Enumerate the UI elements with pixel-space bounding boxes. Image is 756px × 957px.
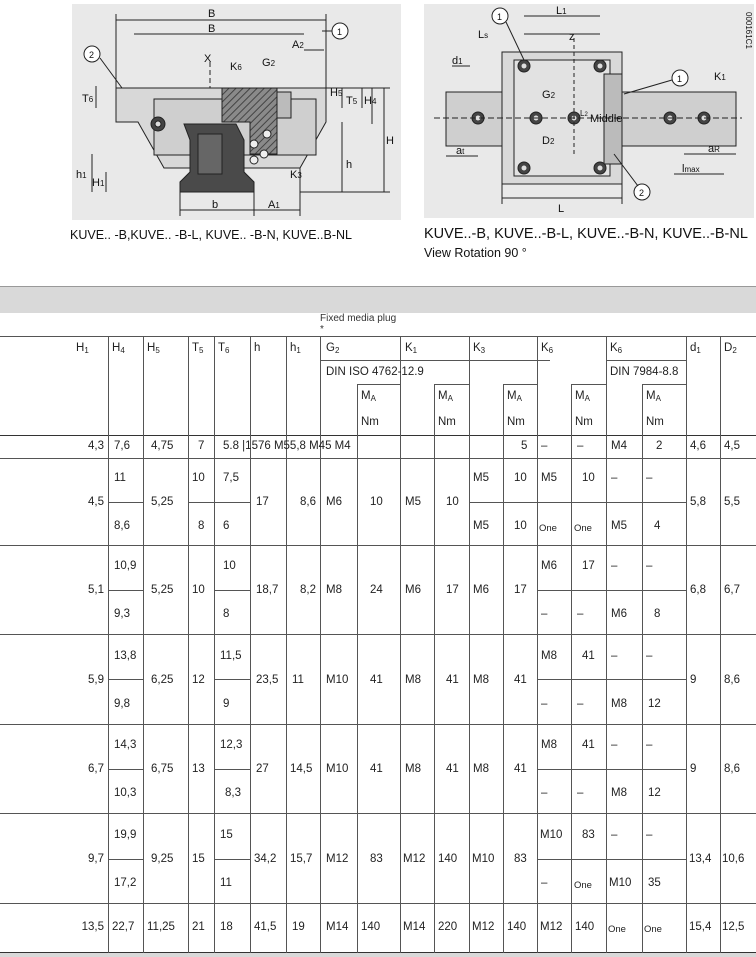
callout-2: 2 — [89, 50, 95, 60]
r3-T6a: 10 — [223, 560, 236, 572]
dim-T6: T6 — [82, 93, 94, 105]
hdr-H4: $H_4$ — [112, 342, 125, 355]
hdr-ma-2: $M_A$ — [438, 390, 453, 403]
dim-L2: L2 — [580, 109, 588, 118]
r4-T6a: 11,5 — [220, 650, 242, 662]
r5-K6a: M8 — [541, 739, 557, 751]
dim-A2: A2 — [292, 39, 304, 51]
r6-K1: M12 — [403, 853, 426, 865]
r5-h: 27 — [256, 763, 269, 775]
r3-K6ba: – — [611, 560, 618, 572]
callout-2-right: 2 — [639, 188, 645, 198]
r2-K1MA: 10 — [446, 496, 459, 508]
cross-section-svg — [72, 4, 401, 220]
r5-K3: M8 — [473, 763, 489, 775]
dim-K3: K3 — [290, 169, 302, 181]
r4-D2: 8,6 — [724, 674, 740, 686]
r7-K1MA: 220 — [438, 921, 458, 933]
r1-K3MA: 5 — [521, 440, 528, 452]
r6-H4b: 17,2 — [114, 877, 137, 889]
r2-T5a: 10 — [192, 472, 205, 484]
dim-H1: H1 — [92, 177, 105, 189]
r4-K6MAa: 41 — [582, 650, 595, 662]
r3-h: 18,7 — [256, 584, 279, 596]
dim-h: h — [346, 159, 353, 171]
r1-K6MA: – — [577, 440, 584, 452]
r2-T6a: 7,5 — [223, 472, 239, 484]
r3-T6b: 8 — [223, 608, 230, 620]
hdr-nm-2: Nm — [438, 416, 456, 428]
hdr-ma-1: $M_A$ — [361, 390, 376, 403]
r2-K6MAb: One — [574, 523, 592, 534]
r2-K3MAb: 10 — [514, 520, 527, 532]
r6-K1MA: 140 — [438, 853, 458, 865]
r6-K3: M10 — [472, 853, 495, 865]
r7-D2: 12,5 — [722, 921, 745, 933]
dim-Ls: Ls — [478, 29, 489, 41]
r5-K6MAb: – — [577, 787, 584, 799]
hdr-d1: $d_1$ — [690, 342, 701, 355]
r3-d1: 6,8 — [690, 584, 706, 596]
r5-K3MA: 41 — [514, 763, 527, 775]
r4-h: 23,5 — [256, 674, 279, 686]
callout-1: 1 — [337, 27, 343, 37]
dim-B: B — [208, 8, 216, 20]
r2-K6MAa: 10 — [582, 472, 595, 484]
r6-T6b: 11 — [220, 877, 232, 889]
r6-K6bMAb: 35 — [648, 877, 661, 889]
r3-K6a: M6 — [541, 560, 557, 572]
r4-d1: 9 — [690, 674, 697, 686]
r5-H4b: 10,3 — [114, 787, 137, 799]
r6-K3MA: 83 — [514, 853, 527, 865]
dim-B1: B — [208, 23, 216, 35]
hdr-K1: $K_1$ — [405, 342, 418, 355]
hdr-H5: $H_5$ — [147, 342, 160, 355]
r4-K6bMAa: – — [646, 650, 653, 662]
r1-H4: 7,6 — [114, 440, 130, 452]
r7-K6MA: 140 — [575, 921, 595, 933]
r2-K6bMAa: – — [646, 472, 653, 484]
r1-K6bMA: 2 — [656, 440, 663, 452]
r3-G2: M8 — [326, 584, 342, 596]
r5-K6b: – — [541, 787, 548, 799]
r1-H1: 4,3 — [88, 440, 104, 452]
hdr-nm-4: Nm — [575, 416, 593, 428]
r2-h1: 8,6 — [300, 496, 316, 508]
r5-G2MA: 41 — [370, 763, 383, 775]
r4-h1: 11 — [292, 674, 304, 686]
r5-T5: 13 — [192, 763, 205, 775]
hdr-K6a: $K_6$ — [541, 342, 554, 355]
r3-T5: 10 — [192, 584, 205, 596]
hdr-nm-3: Nm — [507, 416, 525, 428]
callout-1-right-b: 1 — [677, 74, 683, 84]
r7-H5: 11,25 — [147, 921, 175, 933]
r4-K6b: – — [541, 698, 548, 710]
fixed-media-note: Fixed media plug * — [320, 313, 397, 335]
r1-K6: – — [541, 440, 548, 452]
r3-K3: M6 — [473, 584, 489, 596]
dim-H5: H5 — [330, 87, 343, 99]
r3-D2: 6,7 — [724, 584, 740, 596]
r4-H5: 6,25 — [151, 674, 174, 686]
r3-h1: 8,2 — [300, 584, 316, 596]
r6-H5: 9,25 — [151, 853, 174, 865]
r4-K6ba: – — [611, 650, 618, 662]
r2-D2: 5,5 — [724, 496, 740, 508]
dim-d1: d1 — [452, 55, 463, 67]
hdr-ma-5: $M_A$ — [646, 390, 661, 403]
r6-D2: 10,6 — [722, 853, 745, 865]
r3-K6b: – — [541, 608, 548, 620]
r5-K6bMAb: 12 — [648, 787, 661, 799]
r7-K3: M12 — [472, 921, 495, 933]
r5-K1MA: 41 — [446, 763, 459, 775]
hdr-ma-4: $M_A$ — [575, 390, 590, 403]
r2-T5b: 8 — [198, 520, 205, 532]
r4-K6bb: M8 — [611, 698, 627, 710]
hdr-K6b: $K_6$ — [610, 342, 623, 355]
cross-section-drawing — [72, 4, 401, 220]
r2-G2MA: 10 — [370, 496, 383, 508]
hdr-din2: DIN 7984-8.8 — [610, 366, 679, 378]
r2-K3a: M5 — [473, 472, 489, 484]
r4-G2: M10 — [326, 674, 349, 686]
r4-K6bMAb: 12 — [648, 698, 661, 710]
r7-T5: 21 — [192, 921, 205, 933]
r7-K6b: One — [608, 924, 626, 935]
middle-label: Middle — [590, 113, 623, 125]
r7-K1: M14 — [403, 921, 426, 933]
hdr-G2: $G_2$ — [326, 342, 340, 355]
r2-K6ba: – — [611, 472, 618, 484]
r4-K1: M8 — [405, 674, 421, 686]
r7-G2: M14 — [326, 921, 349, 933]
r2-d1: 5,8 — [690, 496, 706, 508]
r4-K6a: M8 — [541, 650, 557, 662]
r3-K6bMAb: 8 — [654, 608, 661, 620]
dim-H4: H4 — [364, 95, 377, 107]
r3-H4b: 9,3 — [114, 608, 130, 620]
r7-K6: M12 — [540, 921, 563, 933]
left-caption: KUVE.. -B,KUVE.. -B-L, KUVE.. -B-N, KUVE..B-NL — [70, 228, 353, 242]
r5-D2: 8,6 — [724, 763, 740, 775]
r5-H4a: 14,3 — [114, 739, 137, 751]
r6-G2MA: 83 — [370, 853, 383, 865]
r6-K6ba: – — [611, 829, 618, 841]
r2-H5: 5,25 — [151, 496, 174, 508]
r1-d1: 4,6 — [690, 440, 706, 452]
dim-G2: G2 — [262, 57, 276, 69]
hdr-nm-5: Nm — [646, 416, 664, 428]
r6-h1: 15,7 — [290, 853, 313, 865]
dim-L1: L1 — [556, 5, 567, 17]
drawing-code: 000161C1 — [744, 12, 753, 49]
r2-K3MAa: 10 — [514, 472, 527, 484]
dim-T5: T5 — [346, 95, 358, 107]
r1-rest: 5.8 |1576 M55,8 M45 M4 — [223, 440, 351, 452]
r5-G2: M10 — [326, 763, 349, 775]
r7-H1: 13,5 — [81, 921, 104, 933]
r2-K6a: M5 — [541, 472, 557, 484]
r2-K6bb: M5 — [611, 520, 627, 532]
r3-H4a: 10,9 — [114, 560, 137, 572]
r6-d1: 13,4 — [689, 853, 712, 865]
r7-G2MA: 140 — [361, 921, 381, 933]
r2-T6b: 6 — [223, 520, 230, 532]
r4-H4b: 9,8 — [114, 698, 130, 710]
r2-G2: M6 — [326, 496, 342, 508]
dimension-table — [0, 314, 756, 954]
bottom-band — [0, 953, 756, 957]
dim-D2: D2 — [542, 135, 555, 147]
r7-h1: 19 — [292, 921, 305, 933]
table-band — [0, 286, 756, 313]
hdr-K3: $K_3$ — [473, 342, 486, 355]
r3-K6bMAa: – — [646, 560, 653, 572]
r2-K6b: One — [539, 523, 557, 534]
dim-H: H — [386, 135, 394, 147]
r6-T6a: 15 — [220, 829, 233, 841]
r1-K6b: M4 — [611, 440, 627, 452]
dim-h1: h1 — [76, 169, 87, 181]
r7-H4: 22,7 — [112, 921, 135, 933]
hdr-D2: $D_2$ — [724, 342, 737, 355]
r4-K6MAb: – — [577, 698, 584, 710]
r5-K6ba: – — [611, 739, 618, 751]
r3-K1: M6 — [405, 584, 421, 596]
top-view-drawing — [424, 4, 754, 218]
r4-G2MA: 41 — [370, 674, 383, 686]
r4-T6b: 9 — [223, 698, 230, 710]
hdr-ma-3: $M_A$ — [507, 390, 522, 403]
r2-K6bMAb: 4 — [654, 520, 661, 532]
r2-K3b: M5 — [473, 520, 489, 532]
r2-h: 17 — [256, 496, 269, 508]
r5-h1: 14,5 — [290, 763, 313, 775]
r6-G2: M12 — [326, 853, 349, 865]
r6-K6MAb: One — [574, 880, 592, 891]
dim-G2-right: G2 — [542, 89, 556, 101]
callout-1-right-a: 1 — [497, 12, 503, 22]
r3-G2MA: 24 — [370, 584, 383, 596]
r6-K6bMAa: – — [646, 829, 653, 841]
dim-X: X — [204, 53, 212, 65]
r2-H4b: 8,6 — [114, 520, 130, 532]
r6-H1: 9,7 — [88, 853, 104, 865]
right-subcaption: View Rotation 90 ° — [424, 246, 527, 260]
dim-L: L — [558, 203, 565, 215]
r4-H4a: 13,8 — [114, 650, 137, 662]
r7-d1: 15,4 — [689, 921, 712, 933]
r6-K6a: M10 — [540, 829, 563, 841]
r4-K3: M8 — [473, 674, 489, 686]
hdr-T6: $T_6$ — [218, 342, 230, 355]
r2-K1: M5 — [405, 496, 421, 508]
r4-T5: 12 — [192, 674, 205, 686]
r1-H5: 4,75 — [151, 440, 174, 452]
hdr-din1: DIN ISO 4762-12.9 — [326, 366, 424, 378]
dim-at: at — [456, 145, 465, 157]
dim-K6: K6 — [230, 61, 242, 73]
right-caption: KUVE..-B, KUVE..-B-L, KUVE..-B-N, KUVE..-B-NL — [424, 226, 748, 242]
r1-T5: 7 — [198, 440, 205, 452]
r4-K1MA: 41 — [446, 674, 459, 686]
dim-lmax: lmax — [682, 163, 700, 175]
dim-z: z — [569, 31, 575, 43]
r4-H1: 5,9 — [88, 674, 104, 686]
r3-K6MAa: 17 — [582, 560, 595, 572]
r5-H5: 6,75 — [151, 763, 174, 775]
r5-T6b: 8,3 — [225, 787, 241, 799]
dim-aR: aR — [708, 143, 720, 155]
r5-d1: 9 — [690, 763, 697, 775]
r5-K1: M8 — [405, 763, 421, 775]
hdr-nm-1: Nm — [361, 416, 379, 428]
r7-h: 41,5 — [254, 921, 277, 933]
hdr-h: h — [254, 342, 261, 354]
r5-K6bb: M8 — [611, 787, 627, 799]
r2-H4a: 11 — [114, 472, 126, 484]
r7-K3MA: 140 — [507, 921, 527, 933]
r3-K3MA: 17 — [514, 584, 527, 596]
dim-A1: A1 — [268, 199, 280, 211]
r6-h: 34,2 — [254, 853, 277, 865]
hdr-H1: $H_1$ — [76, 342, 89, 355]
r7-T6: 18 — [220, 921, 233, 933]
r5-T6a: 12,3 — [220, 739, 243, 751]
r5-K6bMAa: – — [646, 739, 653, 751]
r3-K6MAb: – — [577, 608, 584, 620]
r3-H1: 5,1 — [88, 584, 104, 596]
dim-K1: K1 — [714, 71, 726, 83]
hdr-h1: $h_1$ — [290, 342, 301, 355]
r3-K6bb: M6 — [611, 608, 627, 620]
r6-H4a: 19,9 — [114, 829, 137, 841]
top-view-svg — [424, 4, 754, 218]
dim-b: b — [212, 199, 219, 211]
hdr-T5: $T_5$ — [192, 342, 204, 355]
r6-T5: 15 — [192, 853, 205, 865]
r5-H1: 6,7 — [88, 763, 104, 775]
r6-K6MAa: 83 — [582, 829, 595, 841]
r3-K1MA: 17 — [446, 584, 459, 596]
r3-H5: 5,25 — [151, 584, 174, 596]
r1-D2: 4,5 — [724, 440, 740, 452]
r7-K6bMA: One — [644, 924, 662, 935]
r2-H1: 4,5 — [88, 496, 104, 508]
r6-K6bb: M10 — [609, 877, 632, 889]
r5-K6MAa: 41 — [582, 739, 595, 751]
r4-K3MA: 41 — [514, 674, 527, 686]
r6-K6b: – — [541, 877, 548, 889]
